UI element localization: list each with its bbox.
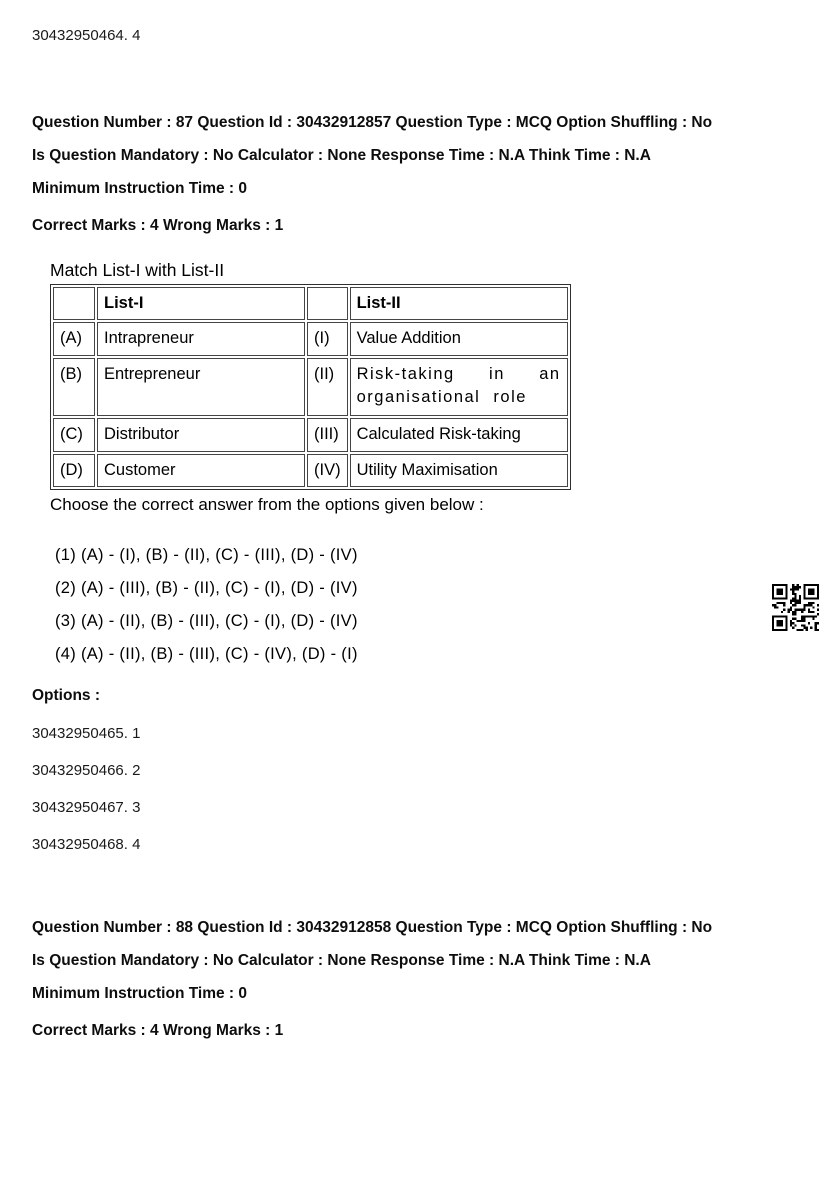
question-88-marks-line: Correct Marks : 4 Wrong Marks : 1 [32,1022,284,1039]
question-88-meta-line-1: Question Number : 88 Question Id : 30432912858 Question Type : MCQ Option Shuffling : No [32,919,713,936]
list1-value-cell: Distributor [97,418,305,452]
row-key-cell: (C) [53,418,95,452]
question-87-meta-line-2: Is Question Mandatory : No Calculator : None Response Time : N.A Think Time : N.A [32,147,651,164]
list1-value-cell: Intrapreneur [97,322,305,356]
answer-options-list [55,539,826,671]
list1-value-cell: Customer [97,454,305,487]
option-id-1: 30432950465. 1 [32,725,141,742]
prev-question-option-id: 30432950464. 4 [32,27,141,44]
table-header-row [53,287,568,320]
choose-answer-instruction: Choose the correct answer from the options given below : [50,495,484,514]
header-blank-cell [307,287,348,320]
question-87-meta-line-1: Question Number : 87 Question Id : 30432912857 Question Type : MCQ Option Shuffling : No [32,114,713,131]
question-88-meta-line-2: Is Question Mandatory : No Calculator : None Response Time : N.A Think Time : N.A [32,952,651,969]
row-key-cell: (D) [53,454,95,487]
table-row-c [53,418,568,452]
table-row-a [53,322,568,356]
header-blank-cell [53,287,95,320]
question-88-header [0,911,826,1047]
answer-option-2: (2) (A) - (III), (B) - (II), (C) - (I), (D) - (IV) [55,579,358,597]
list2-value-cell: Calculated Risk-taking [350,418,568,452]
question-87-marks-line: Correct Marks : 4 Wrong Marks : 1 [32,217,284,234]
question-87-header [0,106,826,242]
table-row-d [53,454,568,487]
list1-column-header: List-I [97,287,305,320]
list2-column-header: List-II [350,287,568,320]
row-key-cell: (B) [53,358,95,416]
answer-option-4: (4) (A) - (II), (B) - (III), (C) - (IV), (D) - (I) [55,645,358,663]
list2-value-cell: Value Addition [350,322,568,356]
match-list-table [50,284,571,490]
row-key-cell: (A) [53,322,95,356]
list1-value-cell: Entrepreneur [97,358,305,416]
qr-code-icon [772,584,819,631]
answer-option-3: (3) (A) - (II), (B) - (III), (C) - (I), (D) - (IV) [55,612,358,630]
match-list-title: Match List-I with List-II [50,260,225,280]
list2-value-cell: Utility Maximisation [350,454,568,487]
list2-value-cell: Risk-taking in an organisational role [350,358,568,416]
option-id-3: 30432950467. 3 [32,799,141,816]
exam-question-page [0,26,826,1047]
question-87-meta-line-3: Minimum Instruction Time : 0 [32,180,248,197]
option-id-4: 30432950468. 4 [32,836,141,853]
row-numeral-cell: (IV) [307,454,348,487]
options-label: Options : [32,687,101,704]
row-numeral-cell: (II) [307,358,348,416]
option-id-2: 30432950466. 2 [32,762,141,779]
table-row-b [53,358,568,416]
answer-option-1: (1) (A) - (I), (B) - (II), (C) - (III), (D) - (IV) [55,546,358,564]
question-87-body [50,258,826,671]
row-numeral-cell: (I) [307,322,348,356]
question-88-meta-line-3: Minimum Instruction Time : 0 [32,985,248,1002]
row-numeral-cell: (III) [307,418,348,452]
